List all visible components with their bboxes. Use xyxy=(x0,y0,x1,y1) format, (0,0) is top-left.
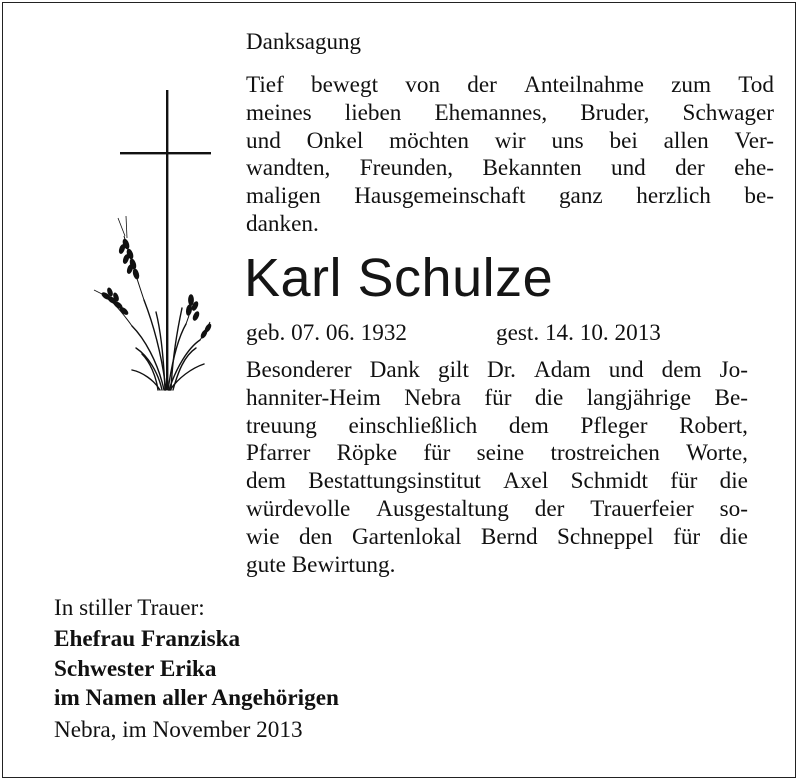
word: für xyxy=(423,440,451,467)
word: der xyxy=(534,495,565,522)
word: trostreichen xyxy=(550,440,660,467)
word: allen xyxy=(663,127,709,154)
word: und xyxy=(610,155,646,182)
word: wie xyxy=(246,523,280,550)
word: Robert, xyxy=(679,412,748,439)
special-thanks-line xyxy=(246,496,748,524)
word: Tief xyxy=(246,72,284,98)
word: Bekannten xyxy=(482,155,582,182)
thanks-line xyxy=(246,72,774,100)
word: Pfleger xyxy=(580,412,648,439)
cross-with-wheat-icon xyxy=(92,86,222,396)
word: dem xyxy=(661,357,702,383)
word: Dr. xyxy=(486,357,516,383)
special-thanks-line xyxy=(246,385,748,413)
word: Ausgestaltung xyxy=(376,495,509,522)
word: Schwager xyxy=(682,99,774,126)
word: Röpke xyxy=(336,440,398,467)
mourner-line: Ehefrau Franziska xyxy=(54,626,241,652)
place-and-date: Nebra, im November 2013 xyxy=(54,717,303,743)
word: dem xyxy=(246,468,286,495)
deceased-name: Karl Schulze xyxy=(244,248,554,308)
word: Freunden, xyxy=(359,155,454,182)
special-thanks-line xyxy=(246,552,748,580)
death-date: gest. 14. 10. 2013 xyxy=(496,320,661,346)
thanks-line xyxy=(246,183,774,211)
word: Besonderer xyxy=(246,357,352,383)
word: hanniter-Heim xyxy=(246,384,381,411)
word: Pfarrer xyxy=(246,440,311,467)
thanks-line xyxy=(246,211,774,239)
word: Trauerfeier xyxy=(590,495,694,522)
special-thanks-line xyxy=(246,524,748,552)
word: die xyxy=(534,384,564,411)
word: Bernd xyxy=(480,523,538,550)
word: danken. xyxy=(246,210,319,237)
word: ganz xyxy=(558,183,603,210)
word: Schmidt xyxy=(570,468,648,495)
word: zum xyxy=(671,72,712,98)
word: dem xyxy=(508,412,549,439)
word: Adam xyxy=(534,357,591,383)
word: Hausgemeinschaft xyxy=(354,183,526,210)
birth-date: geb. 07. 06. 1932 xyxy=(246,320,408,346)
word: den xyxy=(298,523,333,550)
word: herzlich xyxy=(636,183,711,210)
word: Worte, xyxy=(686,440,748,467)
word: die xyxy=(719,523,748,550)
word: der xyxy=(467,72,497,98)
word: meines xyxy=(246,99,312,126)
word: für xyxy=(670,468,698,495)
word: Jo- xyxy=(719,357,748,383)
mourner-line: im Namen aller Angehörigen xyxy=(54,685,339,711)
word: Anteilnahme xyxy=(524,72,644,98)
word: Onkel xyxy=(306,127,364,154)
notice-heading: Danksagung xyxy=(246,29,361,54)
special-thanks-paragraph xyxy=(246,357,748,579)
word: uns xyxy=(551,127,584,154)
word: Ver- xyxy=(734,127,774,154)
word: Ehemannes, xyxy=(434,99,548,126)
word: bei xyxy=(609,127,638,154)
word: seine xyxy=(476,440,525,467)
word: Tod xyxy=(738,72,774,98)
word: einschließlich xyxy=(348,412,478,439)
word: Schneppel xyxy=(557,523,654,550)
thanks-line xyxy=(246,100,774,128)
word: und xyxy=(246,127,281,154)
word: für xyxy=(484,384,512,411)
word: treuung xyxy=(246,412,317,439)
word: maligen xyxy=(246,183,321,210)
mourning-label: In stiller Trauer: xyxy=(54,595,205,621)
thanks-line xyxy=(246,128,774,156)
word: Dank xyxy=(369,357,420,383)
special-thanks-line xyxy=(246,413,748,441)
word: möchten xyxy=(389,127,469,154)
word: wandten, xyxy=(246,155,331,182)
thanks-line xyxy=(246,155,774,183)
word: Axel xyxy=(503,468,549,495)
word: langjährige xyxy=(586,384,692,411)
word: gute xyxy=(246,551,286,578)
special-thanks-line xyxy=(246,357,748,385)
word: lieben xyxy=(344,99,402,126)
word: würdevolle xyxy=(246,495,351,522)
word: so- xyxy=(719,495,748,522)
mourners-list xyxy=(54,625,339,714)
word: ehe- xyxy=(734,155,774,182)
word: wir xyxy=(494,127,526,154)
word: be- xyxy=(744,183,774,210)
mourner-line: Schwester Erika xyxy=(54,655,217,682)
word: Gartenlokal xyxy=(351,523,462,550)
word: von xyxy=(405,72,441,98)
word: und xyxy=(608,357,644,383)
word: die xyxy=(719,468,748,495)
life-dates xyxy=(246,320,661,347)
thanks-paragraph xyxy=(246,72,774,239)
word: gilt xyxy=(437,357,469,383)
word: für xyxy=(673,523,701,550)
word: bewegt xyxy=(311,72,379,98)
special-thanks-line xyxy=(246,468,748,496)
special-thanks-line xyxy=(246,440,748,468)
word: der xyxy=(675,155,705,182)
word: Be- xyxy=(714,384,748,411)
word: Bruder, xyxy=(580,99,650,126)
word: Nebra xyxy=(404,384,461,411)
word: Bestattungsinstitut xyxy=(308,468,481,495)
word: Bewirtung. xyxy=(291,551,396,578)
